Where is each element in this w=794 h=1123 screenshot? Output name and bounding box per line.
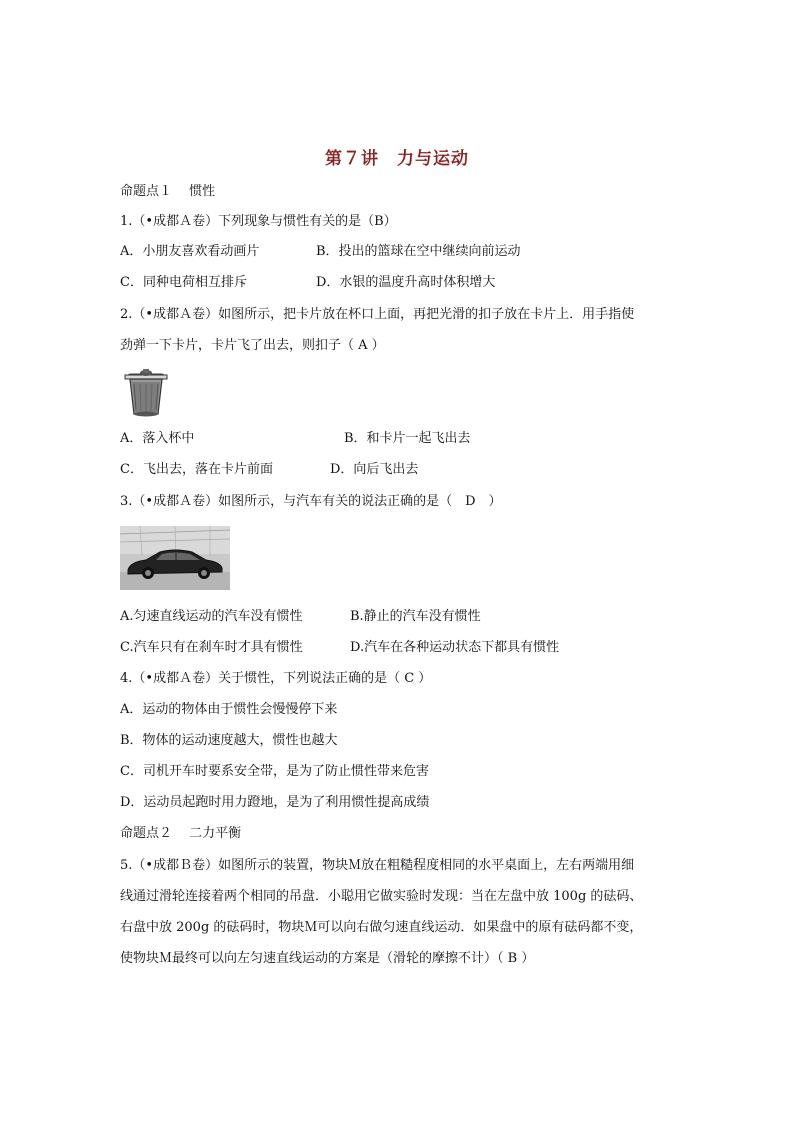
question-2-option-b: B．和卡片一起飞出去 — [344, 431, 471, 446]
question-4-option-b: B．物体的运动速度越大，惯性也越大 — [120, 733, 338, 748]
question-3-option-c: C.汽车只有在刹车时才具有惯性 — [120, 640, 303, 655]
car-photo-figure — [120, 526, 230, 590]
question-4-option-a: A．运动的物体由于惯性会慢慢停下来 — [120, 702, 338, 717]
question-1-stem: 1.（•成都Ａ卷）下列现象与惯性有关的是（B） — [120, 214, 397, 229]
question-2-stem-line2: 劲弹一下卡片，卡片飞了出去，则扣子（ A ） — [120, 338, 385, 353]
question-5-line3: 右盘中放 200g 的砝码时，物块Ｍ可以向右做匀速直线运动．如果盘中的原有砝码都不变， — [120, 920, 643, 935]
question-2-option-d: D．向后飞出去 — [330, 462, 419, 477]
question-1-option-d: D．水银的温度升高时体积增大 — [316, 275, 496, 290]
question-4-option-d: D．运动员起跑时用力蹬地，是为了利用惯性提高成绩 — [120, 795, 430, 810]
cup-card-figure — [124, 366, 168, 418]
question-1-option-a: A．小朋友喜欢看动画片 — [120, 244, 260, 259]
question-3-option-b: B.静止的汽车没有惯性 — [350, 609, 481, 624]
question-3-option-a: A.匀速直线运动的汽车没有惯性 — [120, 609, 303, 624]
question-4-option-c: C．司机开车时要系安全带，是为了防止惯性带来危害 — [120, 764, 429, 779]
question-2-option-a: A．落入杯中 — [120, 431, 195, 446]
question-3-option-d: D.汽车在各种运动状态下都具有惯性 — [350, 640, 560, 655]
question-2-stem-line1: 2.（•成都Ａ卷）如图所示，把卡片放在杯口上面，再把光滑的扣子放在卡片上．用手指使 — [120, 307, 635, 322]
question-3-stem: 3.（•成都Ａ卷）如图所示，与汽车有关的说法正确的是（ D ） — [120, 494, 502, 509]
question-2-option-c: C．飞出去，落在卡片前面 — [120, 462, 273, 477]
question-4-stem: 4.（•成都Ａ卷）关于惯性，下列说法正确的是（ C ） — [120, 671, 432, 686]
question-5-line2: 线通过滑轮连接着两个相同的吊盘．小聪用它做实验时发现：当在左盘中放 100g 的砝码、 — [120, 889, 643, 904]
section-heading-inertia: 命题点１ 惯性 — [120, 184, 216, 199]
section-heading-balance: 命题点２ 二力平衡 — [120, 826, 242, 841]
question-5-line1: 5.（•成都Ｂ卷）如图所示的装置，物块Ｍ放在粗糙程度相同的水平桌面上，左右两端用细 — [120, 858, 635, 873]
page-title: 第７讲 力与运动 — [325, 149, 469, 169]
question-1-option-b: B．投出的篮球在空中继续向前运动 — [316, 244, 521, 259]
question-1-option-c: C．同种电荷相互排斥 — [120, 275, 247, 290]
question-5-line4: 使物块Ｍ最终可以向左匀速直线运动的方案是（滑轮的摩擦不计）（ B ） — [120, 951, 535, 966]
